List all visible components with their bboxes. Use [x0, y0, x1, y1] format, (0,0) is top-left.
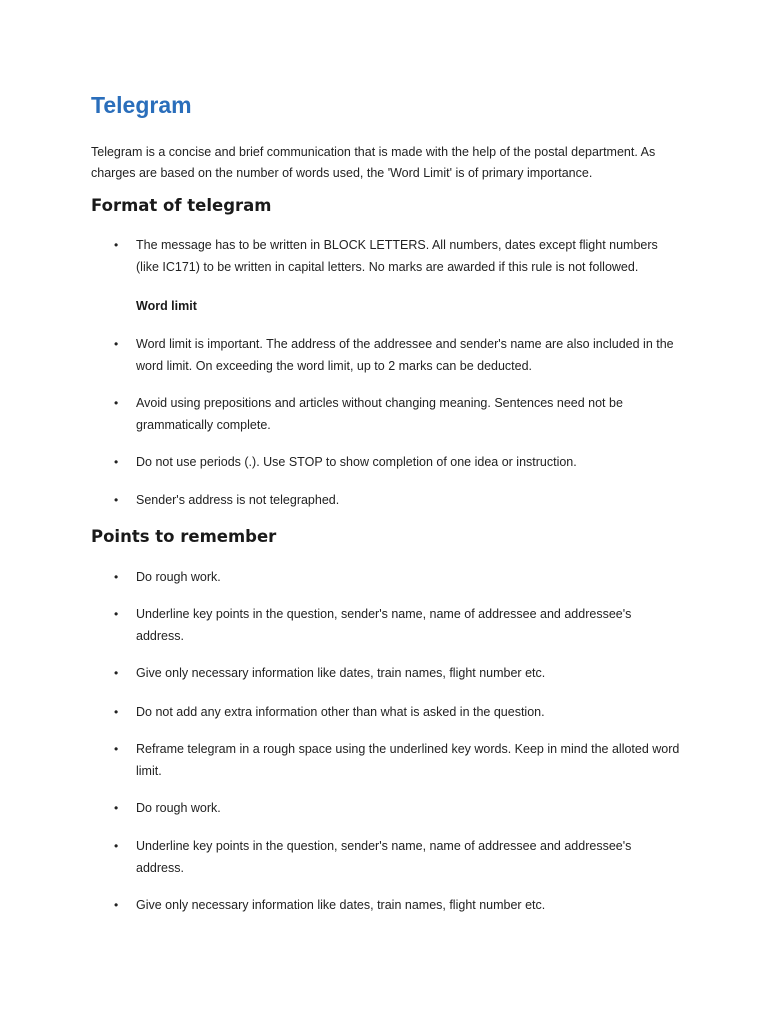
bullet-icon: • — [114, 607, 119, 621]
bullet-icon: • — [114, 742, 119, 756]
page-title: Telegram — [91, 92, 192, 118]
word-limit-subheading: Word limit — [136, 299, 197, 313]
format-heading: Format of telegram — [91, 196, 272, 215]
intro-paragraph: Telegram is a concise and brief communication that is made with the help of the postal department. As charges are based on the number of words used, the 'Word Limit' is of primary importance. — [91, 145, 656, 180]
bullet-icon: • — [114, 839, 119, 853]
list-item-text: Reframe telegram in a rough space using the underlined key words. Keep in mind the alloted word limit. — [136, 742, 680, 778]
list-item-text: Underline key points in the question, sender's name, name of addressee and addressee's address. — [136, 839, 632, 875]
list-item-text: Sender's address is not telegraphed. — [136, 493, 340, 507]
bullet-icon: • — [114, 705, 119, 719]
list-item-text: Do not use periods (.). Use STOP to show completion of one idea or instruction. — [136, 455, 577, 469]
points-heading: Points to remember — [91, 527, 277, 546]
list-item-text: Avoid using prepositions and articles without changing meaning. Sentences need not be grammatically complete. — [136, 396, 623, 432]
list-item-text: Do rough work. — [136, 570, 221, 584]
list-item-text: Do not add any extra information other than what is asked in the question. — [136, 705, 545, 719]
bullet-icon: • — [114, 455, 119, 469]
bullet-icon: • — [114, 493, 119, 507]
bullet-icon: • — [114, 666, 119, 680]
list-item-text: Underline key points in the question, sender's name, name of addressee and addressee's address. — [136, 607, 632, 643]
list-item-text: Give only necessary information like dates, train names, flight number etc. — [136, 666, 546, 680]
bullet-icon: • — [114, 898, 119, 912]
bullet-icon: • — [114, 396, 119, 410]
list-item-text: The message has to be written in BLOCK LETTERS. All numbers, dates except flight numbers (like IC171) to be written in capital letters. No marks are awarded if this rule is not followed. — [136, 238, 658, 274]
bullet-icon: • — [114, 337, 119, 351]
bullet-icon: • — [114, 238, 119, 252]
list-item-text: Word limit is important. The address of the addressee and sender's name are also included in the word limit. On exceeding the word limit, up to 2 marks can be deducted. — [136, 337, 674, 373]
list-item-text: Give only necessary information like dates, train names, flight number etc. — [136, 898, 546, 912]
bullet-icon: • — [114, 570, 119, 584]
bullet-icon: • — [114, 801, 119, 815]
list-item-text: Do rough work. — [136, 801, 221, 815]
